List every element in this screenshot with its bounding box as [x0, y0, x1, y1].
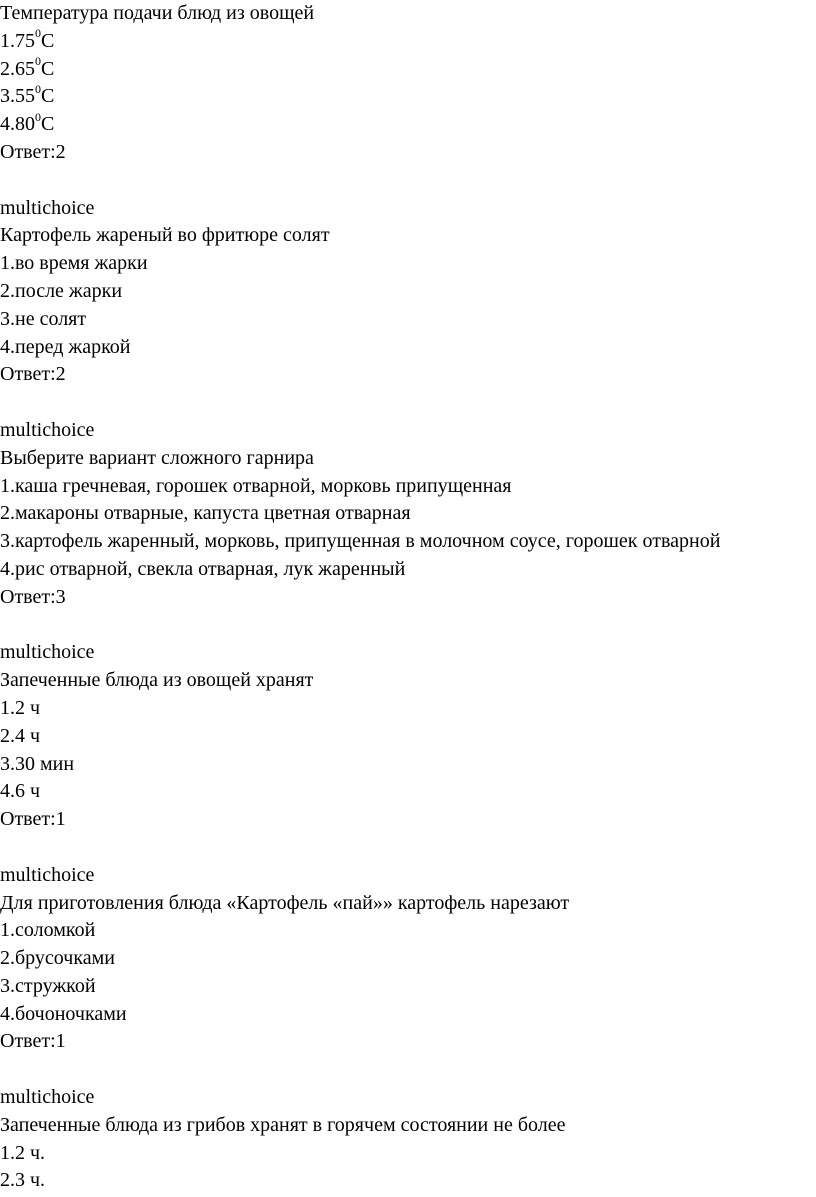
- option-item: [0, 528, 816, 556]
- question-type-label: multichoice: [0, 196, 95, 219]
- option-number: 1.: [0, 474, 15, 497]
- answer-text: Ответ:3: [0, 585, 66, 608]
- option-text: перед жаркой: [15, 335, 131, 358]
- question-block: [0, 0, 816, 167]
- option-item: [0, 473, 816, 501]
- option-number: 4.: [0, 1002, 15, 1025]
- option-text: после жарки: [15, 279, 123, 302]
- option-item: [0, 53, 816, 84]
- option-number: 1.: [0, 919, 15, 942]
- question-text: Для приготовления блюда «Картофель «пай»» картофель нарезают: [0, 891, 570, 914]
- option-number: 2.: [0, 724, 15, 747]
- option-text: 30 мин: [15, 752, 75, 775]
- degree-superscript: 0: [35, 26, 41, 41]
- option-number: 2.: [0, 502, 15, 525]
- option-unit: С: [41, 57, 55, 80]
- option-text: макароны отварные, капуста цветная отварная: [15, 502, 411, 525]
- option-text: каша гречневая, горошек отварной, морковь припущенная: [15, 474, 512, 497]
- option-text: 55: [15, 85, 35, 108]
- option-item: [0, 751, 816, 779]
- option-item: [0, 111, 816, 139]
- option-text: рис отварной, свекла отварная, лук жаренный: [15, 557, 406, 580]
- option-item: [0, 278, 816, 306]
- question-type-label: multichoice: [0, 641, 95, 664]
- option-text: 3 ч.: [15, 1169, 46, 1192]
- option-number: 4.: [0, 780, 15, 803]
- blank-line: [0, 612, 816, 640]
- option-item: [0, 917, 816, 945]
- option-text: 65: [15, 57, 35, 80]
- option-text: брусочками: [15, 947, 115, 970]
- option-number: 4.: [0, 335, 15, 358]
- blank-line: [0, 1056, 816, 1084]
- option-text: 2 ч.: [15, 1141, 46, 1164]
- option-number: 2.: [0, 279, 15, 302]
- option-text: 4 ч: [15, 724, 41, 747]
- option-text: бочоночками: [15, 1002, 127, 1025]
- option-number: 3.: [0, 85, 15, 108]
- option-item: [0, 973, 816, 1001]
- question-type-label: multichoice: [0, 1086, 95, 1109]
- option-item: [0, 1001, 816, 1029]
- option-number: 3.: [0, 307, 15, 330]
- option-number: 2.: [0, 57, 15, 80]
- option-number: 2.: [0, 947, 15, 970]
- option-number: 3.: [0, 530, 15, 553]
- option-number: 4.: [0, 113, 15, 136]
- degree-superscript: 0: [35, 109, 41, 124]
- blank-line: [0, 167, 816, 195]
- option-item: [0, 1140, 816, 1168]
- option-number: 3.: [0, 974, 15, 997]
- question-text: Выберите вариант сложного гарнира: [0, 446, 314, 469]
- option-item: [0, 250, 816, 278]
- option-text: 2 ч: [15, 696, 41, 719]
- question-type-label: multichoice: [0, 418, 95, 441]
- option-item: [0, 556, 816, 584]
- answer-text: Ответ:1: [0, 1030, 66, 1053]
- question-text: Температура подачи блюд из овощей: [0, 2, 315, 24]
- option-text: 75: [15, 29, 35, 52]
- blank-line: [0, 834, 816, 862]
- option-item: [0, 1167, 816, 1195]
- option-number: 3.: [0, 752, 15, 775]
- degree-superscript: 0: [35, 53, 41, 68]
- option-item: [0, 945, 816, 973]
- option-unit: С: [41, 29, 55, 52]
- question-text: Картофель жареный во фритюре солят: [0, 224, 330, 247]
- option-number: 1.: [0, 696, 15, 719]
- option-number: 1.: [0, 1141, 15, 1164]
- question-text: Запеченные блюда из овощей хранят: [0, 669, 314, 692]
- degree-superscript: 0: [35, 81, 41, 96]
- question-text: Запеченные блюда из грибов хранят в горячем состоянии не более: [0, 1113, 566, 1136]
- option-item: [0, 778, 816, 806]
- answer-text: Ответ:2: [0, 140, 66, 163]
- question-block: [0, 639, 816, 834]
- option-item: [0, 28, 816, 56]
- answer-text: Ответ:1: [0, 808, 66, 831]
- option-item: [0, 500, 816, 528]
- option-number: 2.: [0, 1169, 15, 1192]
- option-unit: С: [41, 113, 55, 136]
- question-block: [0, 195, 816, 390]
- option-text: 6 ч: [15, 780, 41, 803]
- option-text: стружкой: [15, 974, 96, 997]
- question-block: [0, 862, 816, 1057]
- option-text: не солят: [15, 307, 87, 330]
- option-text: 80: [15, 113, 35, 136]
- option-item: [0, 334, 816, 362]
- blank-line: [0, 389, 816, 417]
- option-text: соломкой: [15, 919, 96, 942]
- answer-text: Ответ:2: [0, 363, 66, 386]
- option-item: [0, 306, 816, 334]
- option-text: картофель жаренный, морковь, припущенная в молочном соусе, горошек отварной: [15, 530, 721, 553]
- question-type-label: multichoice: [0, 863, 95, 886]
- option-number: 4.: [0, 557, 15, 580]
- option-unit: С: [41, 85, 55, 108]
- option-item: [0, 723, 816, 751]
- option-item: [0, 695, 816, 723]
- option-text: во время жарки: [15, 252, 148, 275]
- option-item: [0, 83, 816, 111]
- option-number: 1.: [0, 29, 15, 52]
- option-number: 1.: [0, 252, 15, 275]
- question-block: [0, 417, 816, 612]
- question-block: [0, 1084, 816, 1195]
